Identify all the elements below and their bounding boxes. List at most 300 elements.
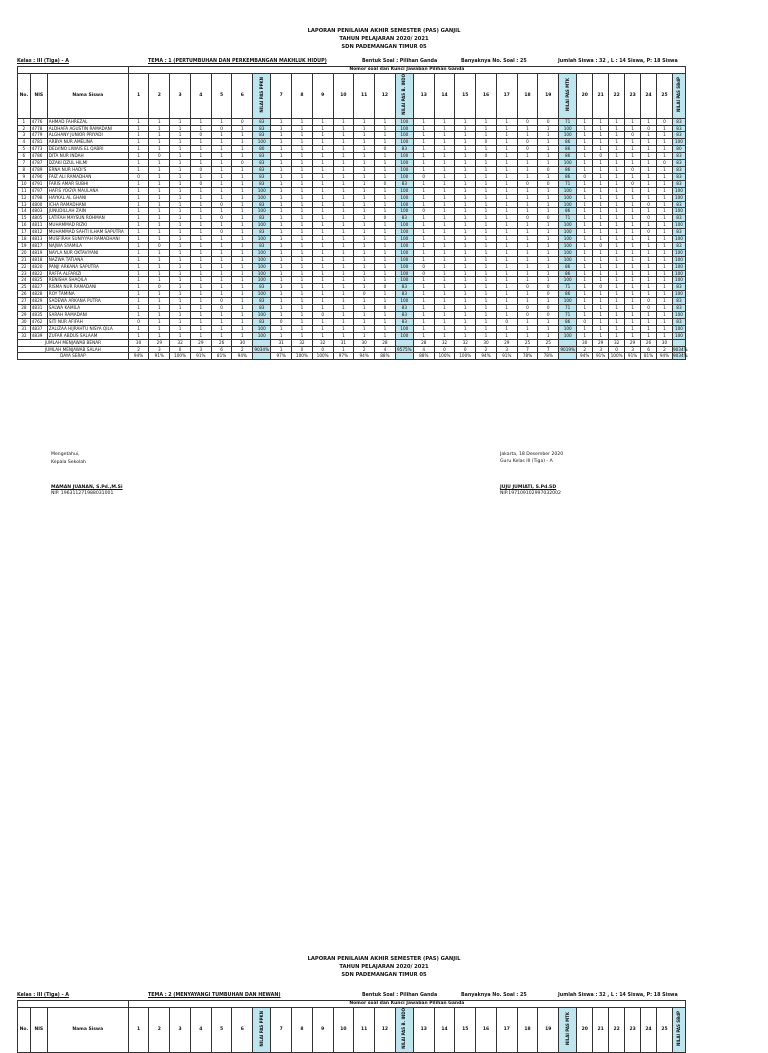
student-subject-score: 100	[559, 332, 577, 339]
student-answer-cell: 1	[271, 166, 292, 173]
absorption-row-answer-cell: 94%	[577, 353, 593, 360]
student-answer-cell: 1	[517, 201, 538, 208]
table-row	[18, 132, 686, 139]
table-row	[18, 242, 686, 249]
question-number-header: 16	[476, 73, 497, 118]
student-answer-cell: 1	[496, 332, 517, 339]
wrong-count-row-answer-cell: 0	[455, 346, 476, 353]
student-subject-score: 83	[672, 298, 685, 305]
wrong-count-row-answer-cell: 2	[354, 346, 375, 353]
student-name: ALGHANY JUNIOR PRIYADI	[47, 132, 128, 139]
student-answer-cell: 1	[354, 146, 375, 153]
student-answer-cell: 0	[641, 305, 657, 312]
student-answer-cell: 1	[625, 208, 641, 215]
row-number: 22	[18, 263, 31, 270]
student-answer-cell: 1	[641, 291, 657, 298]
student-answer-cell: 1	[292, 215, 313, 222]
student-answer-cell: 1	[496, 222, 517, 229]
student-answer-cell: 1	[593, 229, 609, 236]
student-answer-cell: 0	[375, 305, 396, 312]
wrong-count-row-answer-cell: 2	[232, 346, 253, 353]
student-subject-score: 83	[672, 125, 685, 132]
student-answer-cell: 1	[641, 222, 657, 229]
student-answer-cell: 1	[657, 180, 673, 187]
student-answer-cell: 1	[292, 194, 313, 201]
student-subject-score: 100	[672, 222, 685, 229]
student-answer-cell: 1	[593, 256, 609, 263]
absorption-row-subject-score	[253, 353, 271, 360]
student-answer-cell: 1	[577, 222, 593, 229]
student-answer-cell: 1	[434, 325, 455, 332]
student-answer-cell: 1	[354, 222, 375, 229]
student-answer-cell: 1	[496, 277, 517, 284]
student-answer-cell: 1	[190, 125, 211, 132]
correct-count-row-answer-cell: 31	[271, 339, 292, 346]
student-subject-score: 100	[559, 160, 577, 167]
student-subject-score: 100	[253, 139, 271, 146]
student-answer-cell: 1	[211, 242, 232, 249]
student-answer-cell: 1	[211, 153, 232, 160]
student-answer-cell: 1	[538, 201, 559, 208]
student-answer-cell: 1	[149, 236, 170, 243]
student-subject-score: 83	[253, 201, 271, 208]
student-answer-cell: 1	[128, 180, 149, 187]
row-number: 20	[18, 249, 31, 256]
student-answer-cell: 1	[375, 139, 396, 146]
student-answer-cell: 1	[375, 318, 396, 325]
student-answer-cell: 1	[625, 277, 641, 284]
student-answer-cell: 1	[455, 284, 476, 291]
student-answer-cell: 0	[538, 305, 559, 312]
student-subject-score: 100	[395, 125, 413, 132]
student-answer-cell: 0	[149, 153, 170, 160]
student-answer-cell: 1	[455, 153, 476, 160]
student-answer-cell: 1	[455, 194, 476, 201]
student-answer-cell: 1	[517, 263, 538, 270]
correct-count-row-answer-cell: 32	[609, 339, 625, 346]
student-subject-score: 100	[395, 139, 413, 146]
subject-score-label: NILAI PAS PPKN	[258, 76, 264, 113]
student-answer-cell: 1	[538, 208, 559, 215]
student-answer-cell: 0	[593, 153, 609, 160]
student-answer-cell: 1	[593, 125, 609, 132]
student-answer-cell: 1	[593, 277, 609, 284]
student-subject-score: 100	[253, 325, 271, 332]
row-number: 26	[18, 291, 31, 298]
row-number: 13	[18, 201, 31, 208]
student-subject-score: 100	[395, 222, 413, 229]
student-name: MUSFIRAH SUNIYYAH RAMADHANI	[47, 236, 128, 243]
row-number: 19	[18, 242, 31, 249]
student-answer-cell: 1	[625, 249, 641, 256]
student-answer-cell: 1	[170, 222, 191, 229]
student-answer-cell: 1	[593, 298, 609, 305]
student-answer-cell: 1	[538, 160, 559, 167]
student-answer-cell: 0	[641, 125, 657, 132]
student-answer-cell: 1	[232, 318, 253, 325]
student-answer-cell: 1	[657, 173, 673, 180]
student-answer-cell: 1	[312, 222, 333, 229]
teacher-nip: NIP.197109102997032002	[500, 491, 561, 496]
correct-count-row-answer-cell: 30	[232, 339, 253, 346]
student-subject-score: 100	[672, 277, 685, 284]
student-answer-cell: 1	[232, 125, 253, 132]
student-answer-cell: 1	[476, 180, 497, 187]
student-answer-cell: 1	[455, 325, 476, 332]
student-answer-cell: 1	[128, 242, 149, 249]
student-answer-cell: 1	[375, 201, 396, 208]
student-answer-cell: 1	[476, 222, 497, 229]
table-row	[18, 146, 686, 153]
student-answer-cell: 1	[641, 139, 657, 146]
student-answer-cell: 1	[271, 139, 292, 146]
student-answer-cell: 1	[190, 305, 211, 312]
row-number: 24	[18, 277, 31, 284]
student-subject-score: 100	[253, 312, 271, 319]
student-answer-cell: 1	[128, 332, 149, 339]
student-answer-cell: 1	[271, 229, 292, 236]
correct-count-row-answer-cell: 29	[190, 339, 211, 346]
student-answer-cell: 1	[577, 312, 593, 319]
student-answer-cell: 1	[577, 305, 593, 312]
student-answer-cell: 1	[593, 263, 609, 270]
correct-count-row-answer-cell: 32	[292, 339, 313, 346]
absorption-row-answer-cell: 100%	[312, 353, 333, 360]
student-answer-cell: 1	[413, 249, 434, 256]
student-answer-cell: 1	[455, 298, 476, 305]
student-answer-cell: 1	[292, 180, 313, 187]
student-subject-score: 100	[253, 263, 271, 270]
student-answer-cell: 1	[641, 284, 657, 291]
student-answer-cell: 1	[455, 332, 476, 339]
student-answer-cell: 1	[476, 173, 497, 180]
student-answer-cell: 1	[625, 146, 641, 153]
student-answer-cell: 1	[657, 305, 673, 312]
student-subject-score: 100	[253, 222, 271, 229]
student-subject-score: 71	[559, 215, 577, 222]
student-subject-score: 83	[672, 284, 685, 291]
student-answer-cell: 1	[292, 166, 313, 173]
student-nis: 4791	[30, 180, 47, 187]
student-nis: 4820	[30, 263, 47, 270]
student-answer-cell: 1	[292, 229, 313, 236]
correct-count-row-label: JUMLAH MENJAWAB BENAR	[18, 339, 129, 346]
student-answer-cell: 1	[292, 305, 313, 312]
student-answer-cell: 1	[232, 242, 253, 249]
question-number-header: 21	[593, 1007, 609, 1052]
student-subject-score: 83	[672, 180, 685, 187]
student-answer-cell: 1	[211, 270, 232, 277]
student-subject-score: 100	[395, 298, 413, 305]
title-line-3-page-2: SDN PADEMANGAN TIMUR 05	[341, 972, 427, 978]
student-answer-cell: 1	[593, 291, 609, 298]
student-answer-cell: 1	[609, 173, 625, 180]
student-answer-cell: 1	[292, 270, 313, 277]
student-answer-cell: 1	[170, 153, 191, 160]
student-answer-cell: 1	[538, 270, 559, 277]
absorption-row-subject-score	[559, 353, 577, 360]
student-name: ROY TAMINA	[47, 291, 128, 298]
student-answer-cell: 0	[517, 146, 538, 153]
student-answer-cell: 1	[333, 173, 354, 180]
student-answer-cell: 1	[149, 173, 170, 180]
student-answer-cell: 1	[232, 249, 253, 256]
wrong-count-row	[18, 346, 686, 353]
student-answer-cell: 1	[271, 332, 292, 339]
student-name: DITA NUR INDAH	[47, 153, 128, 160]
student-answer-cell: 1	[413, 118, 434, 125]
student-answer-cell: 1	[211, 187, 232, 194]
student-answer-cell: 1	[657, 318, 673, 325]
student-answer-cell: 0	[375, 146, 396, 153]
student-answer-cell: 1	[641, 325, 657, 332]
student-answer-cell: 1	[170, 187, 191, 194]
student-name: JUNUDILLAH ZAIN	[47, 208, 128, 215]
student-answer-cell: 1	[149, 263, 170, 270]
question-number-header: 4	[190, 1007, 211, 1052]
table-row	[18, 236, 686, 243]
student-answer-cell: 1	[271, 270, 292, 277]
student-answer-cell: 1	[271, 236, 292, 243]
student-subject-score: 86	[559, 146, 577, 153]
student-answer-cell: 1	[232, 229, 253, 236]
student-nis: 4839	[30, 332, 47, 339]
student-answer-cell: 1	[538, 242, 559, 249]
correct-count-row	[18, 339, 686, 346]
student-answer-cell: 1	[455, 166, 476, 173]
student-answer-cell: 1	[538, 236, 559, 243]
date-place-label: Jakarta, 18 Desember 2020	[500, 452, 564, 457]
student-answer-cell: 1	[434, 118, 455, 125]
student-answer-cell: 1	[593, 318, 609, 325]
student-answer-cell: 1	[170, 249, 191, 256]
table-row	[18, 201, 686, 208]
student-answer-cell: 1	[354, 229, 375, 236]
question-number-header: 7	[271, 73, 292, 118]
student-answer-cell: 1	[609, 229, 625, 236]
student-answer-cell: 1	[476, 318, 497, 325]
student-answer-cell: 0	[517, 284, 538, 291]
absorption-row-answer-cell: 94%	[128, 353, 149, 360]
student-answer-cell: 1	[170, 312, 191, 319]
student-answer-cell: 0	[271, 318, 292, 325]
student-answer-cell: 1	[413, 229, 434, 236]
student-answer-cell: 1	[538, 229, 559, 236]
student-answer-cell: 1	[577, 187, 593, 194]
student-answer-cell: 1	[292, 139, 313, 146]
student-nis: 4789	[30, 166, 47, 173]
student-answer-cell: 1	[577, 132, 593, 139]
absorption-row-answer-cell: 94%	[476, 353, 497, 360]
student-subject-score: 83	[672, 318, 685, 325]
question-number-header: 14	[434, 73, 455, 118]
student-answer-cell: 1	[170, 325, 191, 332]
table-row	[18, 222, 686, 229]
student-answer-cell: 0	[312, 312, 333, 319]
subject-score-label: NILAI PAS MTK	[564, 77, 570, 111]
student-answer-cell: 1	[271, 325, 292, 332]
student-answer-cell: 1	[149, 229, 170, 236]
student-answer-cell: 1	[354, 236, 375, 243]
student-answer-cell: 1	[170, 277, 191, 284]
student-answer-cell: 1	[577, 208, 593, 215]
student-answer-cell: 1	[577, 270, 593, 277]
student-answer-cell: 1	[609, 318, 625, 325]
student-answer-cell: 1	[333, 284, 354, 291]
student-answer-cell: 1	[292, 256, 313, 263]
answer-key-group-header: Nomor soal dan Kunci Jawaban Pilihan Ganda	[128, 67, 685, 74]
question-number-header: 3	[170, 73, 191, 118]
student-name: ERNA NUR HADI'S	[47, 166, 128, 173]
student-answer-cell: 1	[496, 201, 517, 208]
student-answer-cell: 1	[375, 298, 396, 305]
row-number: 8	[18, 166, 31, 173]
student-answer-cell: 1	[517, 132, 538, 139]
student-answer-cell: 0	[538, 312, 559, 319]
student-answer-cell: 1	[434, 263, 455, 270]
student-answer-cell: 1	[434, 125, 455, 132]
student-answer-cell: 1	[354, 256, 375, 263]
student-answer-cell: 1	[190, 187, 211, 194]
wrong-count-row-answer-cell: 4	[413, 346, 434, 353]
student-answer-cell: 1	[455, 146, 476, 153]
student-answer-cell: 0	[657, 118, 673, 125]
student-answer-cell: 1	[232, 194, 253, 201]
student-answer-cell: 1	[190, 139, 211, 146]
student-answer-cell: 1	[609, 153, 625, 160]
student-answer-cell: 1	[312, 194, 333, 201]
student-answer-cell: 1	[413, 284, 434, 291]
table-row	[18, 298, 686, 305]
correct-count-row-answer-cell: 28	[413, 339, 434, 346]
student-answer-cell: 1	[593, 270, 609, 277]
student-answer-cell: 1	[312, 291, 333, 298]
student-answer-cell: 1	[413, 201, 434, 208]
student-answer-cell: 1	[333, 263, 354, 270]
student-answer-cell: 1	[333, 249, 354, 256]
student-answer-cell: 1	[577, 215, 593, 222]
student-answer-cell: 1	[577, 256, 593, 263]
student-answer-cell: 1	[641, 180, 657, 187]
student-answer-cell: 1	[434, 173, 455, 180]
student-answer-cell: 1	[354, 153, 375, 160]
student-answer-cell: 0	[641, 298, 657, 305]
student-answer-cell: 1	[375, 325, 396, 332]
student-answer-cell: 1	[232, 153, 253, 160]
student-answer-cell: 1	[577, 291, 593, 298]
row-number: 12	[18, 194, 31, 201]
student-answer-cell: 1	[211, 249, 232, 256]
student-answer-cell: 1	[657, 256, 673, 263]
student-answer-cell: 0	[517, 312, 538, 319]
student-answer-cell: 1	[434, 146, 455, 153]
student-subject-score: 100	[559, 229, 577, 236]
student-name: DELVINO LIWAIS EL QABRI	[47, 146, 128, 153]
student-answer-cell: 1	[641, 256, 657, 263]
student-subject-score: 100	[395, 277, 413, 284]
student-nis: 4817	[30, 242, 47, 249]
student-answer-cell: 0	[190, 132, 211, 139]
acknowledged-label: Mengetahui,	[51, 452, 80, 457]
student-name: ICHA RAMADHANI	[47, 201, 128, 208]
student-answer-cell: 1	[593, 201, 609, 208]
student-answer-cell: 1	[354, 242, 375, 249]
student-nis: 4811	[30, 222, 47, 229]
student-count-label-page-2: Jumlah Siswa : 32 , L : 14 Siswa, P: 18 Siswa	[558, 993, 678, 998]
correct-count-row-answer-cell: 25	[517, 339, 538, 346]
student-name: FAIZ ALI RAMADHAN	[47, 173, 128, 180]
question-number-header: 8	[292, 1007, 313, 1052]
student-answer-cell: 1	[434, 305, 455, 312]
student-answer-cell: 1	[190, 215, 211, 222]
student-answer-cell: 0	[641, 229, 657, 236]
student-answer-cell: 1	[128, 249, 149, 256]
wrong-count-row-answer-cell: 2	[577, 346, 593, 353]
correct-count-row-answer-cell: 25	[538, 339, 559, 346]
student-name: SITI NUR AFIFAH	[47, 318, 128, 325]
student-answer-cell: 1	[190, 284, 211, 291]
student-answer-cell: 1	[190, 291, 211, 298]
student-answer-cell: 1	[354, 305, 375, 312]
wrong-count-row-answer-cell: 0	[609, 346, 625, 353]
student-answer-cell: 1	[577, 139, 593, 146]
student-answer-cell: 1	[577, 118, 593, 125]
student-answer-cell: 1	[538, 249, 559, 256]
student-answer-cell: 1	[625, 160, 641, 167]
student-subject-score: 83	[672, 173, 685, 180]
student-answer-cell: 1	[312, 284, 333, 291]
student-answer-cell: 1	[149, 312, 170, 319]
student-name: HAFIS YOGYA MAULANA	[47, 187, 128, 194]
student-nis: 4812	[30, 229, 47, 236]
table-row	[18, 160, 686, 167]
student-answer-cell: 0	[232, 118, 253, 125]
student-subject-score: 100	[253, 270, 271, 277]
student-subject-score: 86	[559, 263, 577, 270]
student-answer-cell: 1	[538, 263, 559, 270]
student-answer-cell: 1	[190, 194, 211, 201]
student-nis: 4803	[30, 208, 47, 215]
student-answer-cell: 1	[641, 146, 657, 153]
student-answer-cell: 1	[455, 291, 476, 298]
student-answer-cell: 1	[149, 194, 170, 201]
student-nis: 4776	[30, 118, 47, 125]
student-answer-cell: 1	[476, 208, 497, 215]
student-subject-score: 100	[672, 332, 685, 339]
student-answer-cell: 0	[577, 173, 593, 180]
student-answer-cell: 1	[593, 312, 609, 319]
principal-title: Kepala Sekolah	[51, 460, 86, 465]
student-subject-score: 100	[672, 208, 685, 215]
student-answer-cell: 1	[170, 208, 191, 215]
student-answer-cell: 1	[149, 325, 170, 332]
student-answer-cell: 1	[190, 160, 211, 167]
student-answer-cell: 1	[641, 277, 657, 284]
student-answer-cell: 1	[434, 187, 455, 194]
student-answer-cell: 0	[413, 173, 434, 180]
student-answer-cell: 0	[211, 215, 232, 222]
student-subject-score: 71	[559, 118, 577, 125]
student-answer-cell: 1	[128, 229, 149, 236]
student-answer-cell: 1	[190, 270, 211, 277]
student-answer-cell: 1	[312, 146, 333, 153]
subject-score-header	[672, 1007, 685, 1052]
question-number-header: 17	[496, 73, 517, 118]
student-answer-cell: 0	[128, 173, 149, 180]
student-answer-cell: 1	[170, 125, 191, 132]
student-answer-cell: 1	[496, 215, 517, 222]
student-subject-score: 100	[395, 166, 413, 173]
